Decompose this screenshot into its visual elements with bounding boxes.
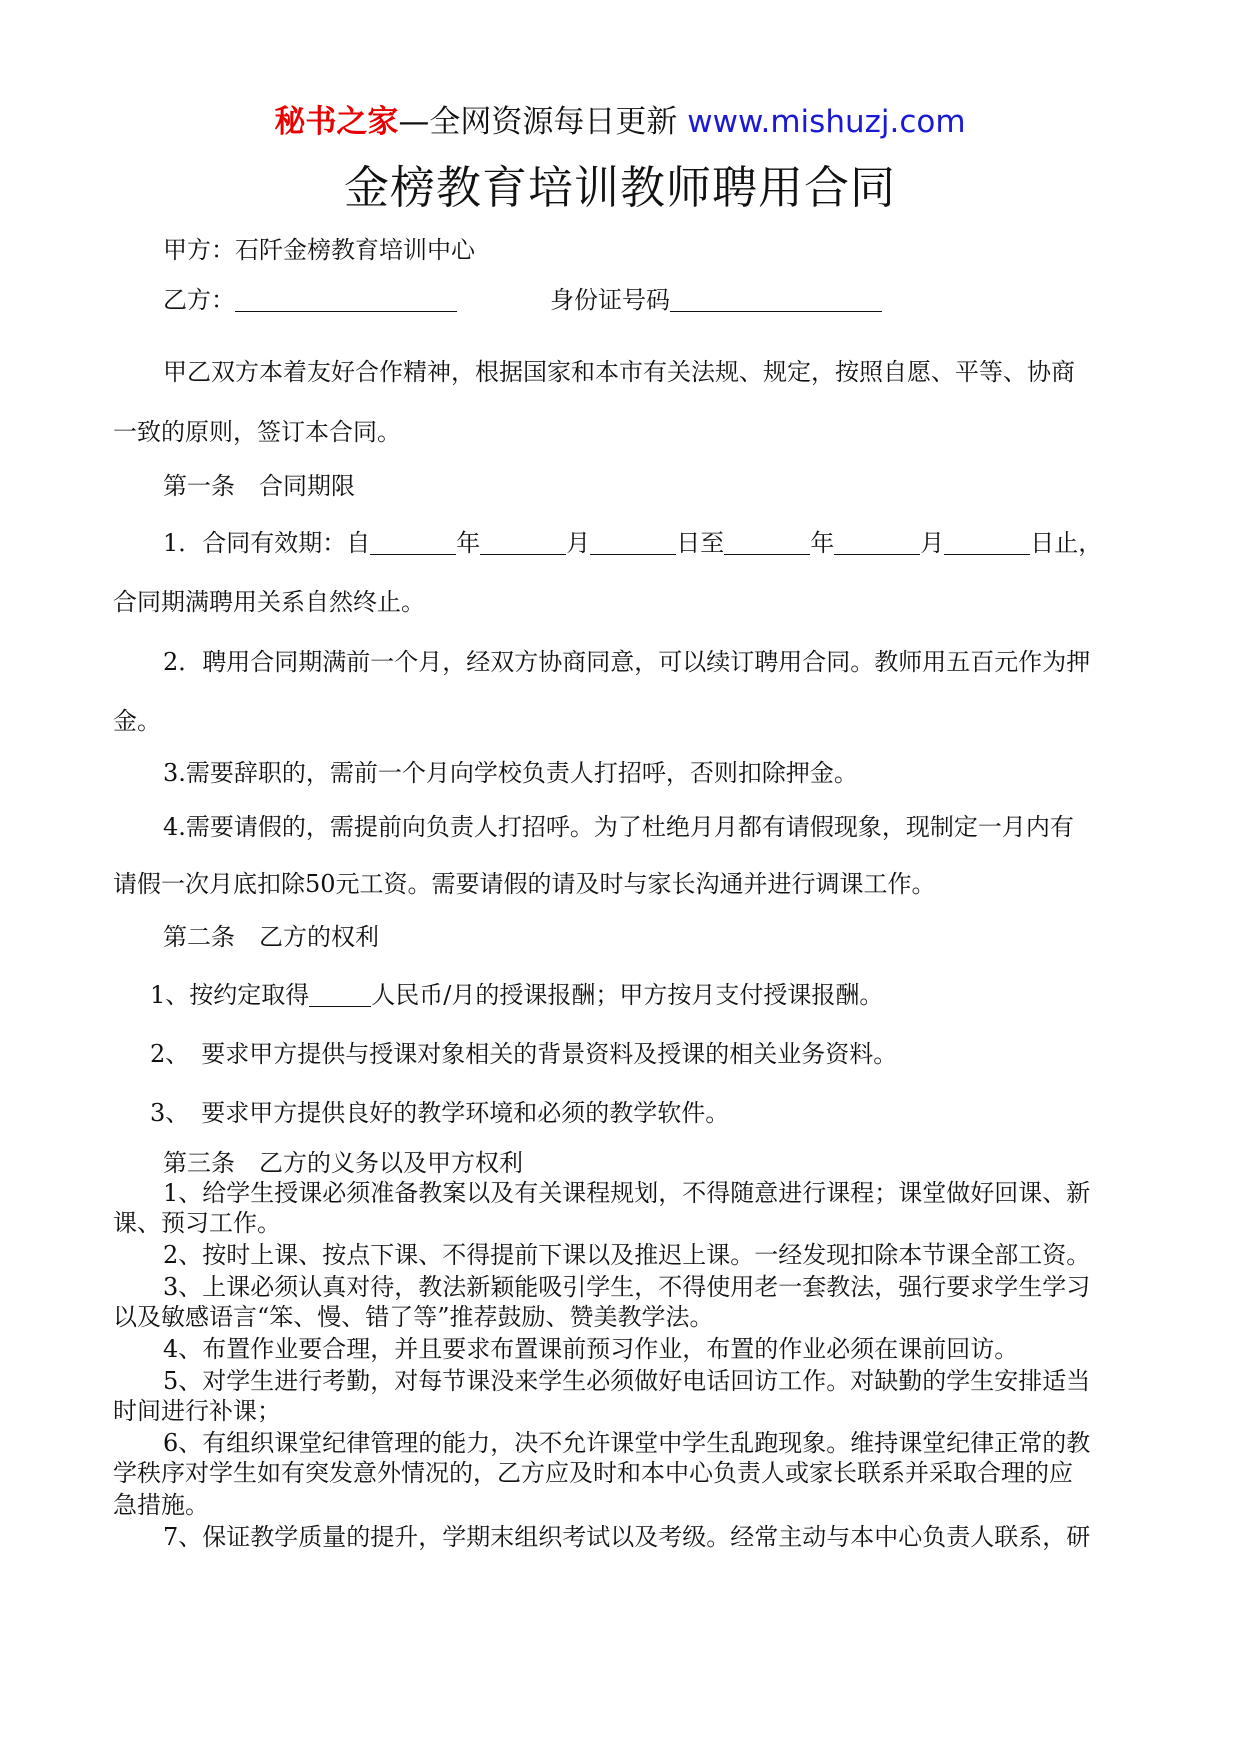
- article-3-line: 时间进行补课；: [113, 1397, 281, 1425]
- salary-blank: [309, 982, 371, 1007]
- party-b-line: [163, 285, 457, 315]
- article-3-line: 2、按时上课、按点下课、不得提前下课以及推迟上课。一经发现扣除本节课全部工资。: [163, 1241, 1091, 1269]
- term-month-label: 月: [566, 529, 591, 557]
- article-3-line: 6、有组织课堂纪律管理的能力，决不允许课堂中学生乱跑现象。维持课堂纪律正常的教: [163, 1429, 1091, 1457]
- article-1-item-3: 3.需要辞职的，需前一个月向学校负责人打招呼，否则扣除押金。: [163, 759, 858, 787]
- party-b-blank: [235, 287, 457, 312]
- term-day-to-label: 日至: [676, 529, 725, 557]
- article-2-item-3: 3、 要求甲方提供良好的教学环境和必须的教学软件。: [150, 1099, 730, 1127]
- item-1-suffix: 人民币/月的授课报酬；甲方按月支付授课报酬。: [371, 981, 884, 1009]
- banner-tagline: —全网资源每日更新: [398, 104, 678, 140]
- term-line-2: 合同期满聘用关系自然终止。: [113, 588, 425, 616]
- term-prefix: 1．合同有效期：自: [163, 529, 371, 557]
- article-2-item-2: 2、 要求甲方提供与授课对象相关的背景资料及授课的相关业务资料。: [150, 1040, 898, 1068]
- start-month-blank: [480, 530, 566, 555]
- site-banner: [0, 102, 1240, 142]
- article-3-line: 以及敏感语言“笨、慢、错了等”推荐鼓励、赞美教学法。: [113, 1303, 714, 1331]
- banner-brand: 秘书之家: [274, 104, 399, 140]
- term-year-label: 年: [456, 529, 481, 557]
- article-3-line: 急措施。: [113, 1491, 209, 1519]
- end-month-blank: [834, 530, 920, 555]
- article-1-item-4-line-2: 请假一次月底扣除50元工资。需要请假的请及时与家长沟通并进行调课工作。: [113, 870, 936, 898]
- end-year-blank: [724, 530, 810, 555]
- article-3-heading: 第三条 乙方的义务以及甲方权利: [163, 1149, 523, 1177]
- article-2-heading: 第二条 乙方的权利: [163, 923, 379, 951]
- party-b-label: 乙方：: [163, 286, 235, 314]
- end-day-blank: [944, 530, 1030, 555]
- article-1-item-2-line-2: 金。: [113, 707, 161, 735]
- contract-term-line: [163, 528, 1102, 558]
- article-1-item-4-line-1: 4.需要请假的，需提前向负责人打招呼。为了杜绝月月都有请假现象，现制定一月内有: [163, 813, 1074, 841]
- document-title: 金榜教育培训教师聘用合同: [343, 161, 896, 214]
- article-1-item-2-line-1: 2．聘用合同期满前一个月，经双方协商同意，可以续订聘用合同。教师用五百元作为押: [163, 648, 1091, 676]
- banner-url-link[interactable]: www.mishuzj.com: [687, 104, 966, 140]
- article-3-line: 1、给学生授课必须准备教案以及有关课程规划，不得随意进行课程；课堂做好回课、新: [163, 1179, 1091, 1207]
- article-2-item-1: [150, 980, 883, 1010]
- id-number-label: 身份证号码: [550, 286, 670, 314]
- article-3-line: 7、保证教学质量的提升，学期末组织考试以及考级。经常主动与本中心负责人联系，研: [163, 1523, 1091, 1551]
- term-month-label-2: 月: [920, 529, 945, 557]
- id-number-line: [550, 285, 882, 315]
- start-day-blank: [590, 530, 676, 555]
- term-day-end-label: 日止，: [1030, 529, 1103, 557]
- article-3-line: 5、对学生进行考勤，对每节课没来学生必须做好电话回访工作。对缺勤的学生安排适当: [163, 1367, 1091, 1395]
- intro-line-1: 甲乙双方本着友好合作精神，根据国家和本市有关法规、规定，按照自愿、平等、协商: [163, 358, 1075, 386]
- article-3-line: 课、预习工作。: [113, 1209, 281, 1237]
- item-1-prefix: 1、按约定取得: [150, 981, 310, 1009]
- article-3-line: 4、布置作业要合理，并且要求布置课前预习作业，布置的作业必须在课前回访。: [163, 1335, 1019, 1363]
- term-year-label-2: 年: [810, 529, 835, 557]
- article-3-line: 3、上课必须认真对待，教法新颖能吸引学生，不得使用老一套教法，强行要求学生学习: [163, 1273, 1091, 1301]
- start-year-blank: [370, 530, 456, 555]
- id-number-blank: [670, 287, 882, 312]
- party-a: 甲方：石阡金榜教育培训中心: [163, 236, 475, 264]
- article-3-line: 学秩序对学生如有突发意外情况的，乙方应及时和本中心负责人或家长联系并采取合理的应: [113, 1459, 1073, 1487]
- intro-line-2: 一致的原则，签订本合同。: [113, 418, 401, 446]
- article-1-heading: 第一条 合同期限: [163, 472, 355, 500]
